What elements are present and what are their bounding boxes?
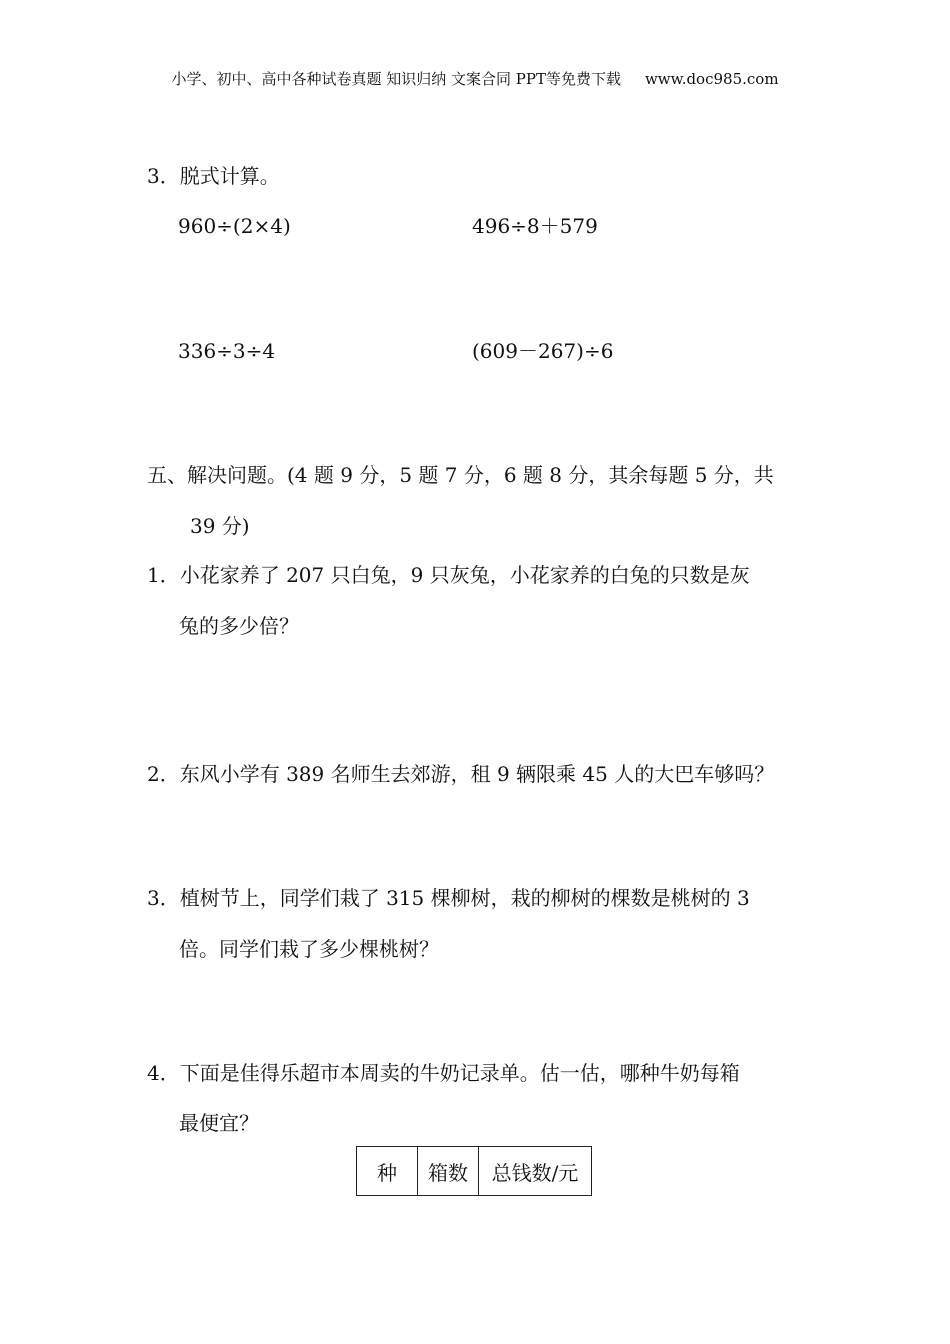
table-header-cell: 种 bbox=[357, 1147, 418, 1196]
calc-problem-1: 960÷(2×4) bbox=[178, 214, 291, 238]
question-3-line2: 倍。同学们栽了多少棵桃树？ bbox=[179, 937, 439, 961]
section5-title-line1: 五、解决问题。(4 题 9 分，5 题 7 分，6 题 8 分，其余每题 5 分，共 bbox=[147, 463, 774, 487]
calc-problem-2: 496÷8＋579 bbox=[472, 214, 598, 238]
question-4-line2: 最便宜？ bbox=[179, 1111, 259, 1135]
table-header-cell: 总钱数/元 bbox=[479, 1147, 592, 1196]
milk-record-table bbox=[356, 1146, 592, 1196]
question-4-line1: 4．下面是佳得乐超市本周卖的牛奶记录单。估一估，哪种牛奶每箱 bbox=[147, 1061, 740, 1085]
question-2-line1: 2．东风小学有 389 名师生去郊游，租 9 辆限乘 45 人的大巴车够吗？ bbox=[147, 762, 775, 786]
header-text: 小学、初中、高中各种试卷真题 知识归纳 文案合同 PPT等免费下载 bbox=[171, 70, 621, 88]
header-site: www.doc985.com bbox=[644, 70, 779, 88]
calc-problem-3: 336÷3÷4 bbox=[178, 339, 276, 363]
question-1-line1: 1．小花家养了 207 只白兔，9 只灰兔，小花家养的白兔的只数是灰 bbox=[147, 563, 750, 587]
table-header-row bbox=[357, 1147, 592, 1196]
calc-problem-4: (609－267)÷6 bbox=[472, 339, 614, 363]
question-1-line2: 兔的多少倍？ bbox=[179, 614, 299, 638]
calc-title: 3．脱式计算。 bbox=[147, 164, 280, 188]
question-3-line1: 3．植树节上，同学们栽了 315 棵柳树，栽的柳树的棵数是桃树的 3 bbox=[147, 886, 750, 910]
table-header-cell: 箱数 bbox=[418, 1147, 479, 1196]
section5-title-line2: 39 分) bbox=[190, 514, 250, 538]
page-header bbox=[0, 68, 950, 89]
